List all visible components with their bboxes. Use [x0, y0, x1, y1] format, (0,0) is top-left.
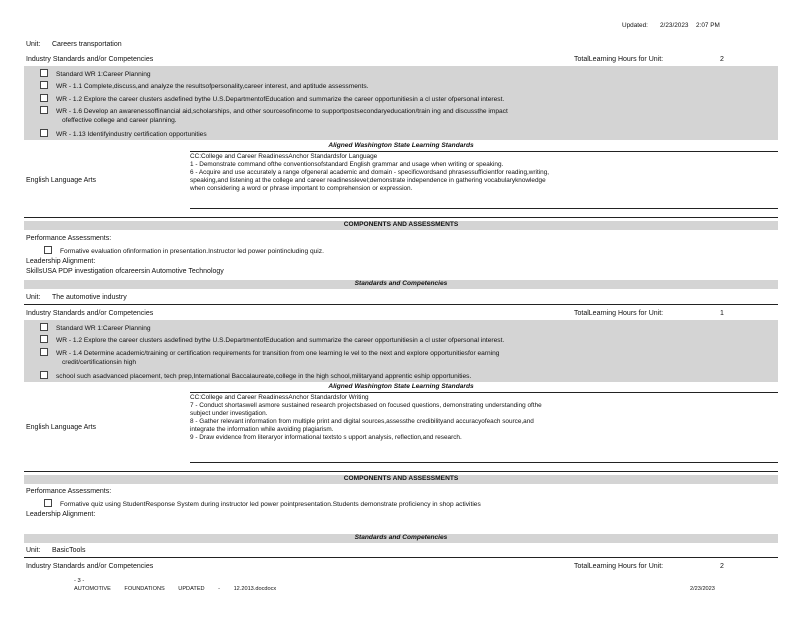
industry-line: Industry Standards and/or Competencies	[26, 563, 154, 570]
total-hours-label: TotalLearning Hours for Unit:	[574, 56, 664, 63]
bullet-icon	[40, 323, 48, 331]
total-hours-value: 2	[720, 56, 724, 63]
components-title: COMPONENTS AND ASSESSMENTS	[24, 475, 778, 484]
bullet-icon	[40, 129, 48, 137]
unit-name: Careers transportation	[52, 41, 122, 48]
standard-line: credit/certificationsin high	[62, 359, 137, 366]
footer-page: - 3 -	[74, 578, 85, 584]
bullet-icon	[40, 81, 48, 89]
standards-comp-title: Standards and Competencies	[24, 534, 778, 543]
standard-line: Standard WR 1:Career Planning	[40, 69, 151, 78]
divider	[190, 462, 778, 463]
standard-line: WR - 1.13 Identifyindustry certification opportunities	[40, 129, 207, 138]
divider	[24, 304, 778, 305]
performance-item: Formative quiz using StudentResponse System during instructor led power pointpresentation.Students demonstrate proficiency in shop activities	[44, 499, 481, 508]
bullet-icon	[40, 348, 48, 356]
updated-time: 2:07 PM	[696, 22, 720, 29]
divider	[24, 217, 778, 218]
standards-comp-title: Standards and Competencies	[24, 280, 778, 289]
bullet-icon	[40, 335, 48, 343]
unit-label: Unit:	[26, 294, 41, 301]
aligned-title: Aligned Washington State Learning Standards	[328, 142, 474, 149]
standard-line: school such asadvanced placement, tech prep,International Baccalaureate,college in the high school,militaryand apprentic eship opportunities.	[40, 371, 471, 380]
standard-line: WR - 1.2 Explore the career clusters asdefined bythe U.S.DepartmentofEducation and summarize the career opportunitiesin a cl uster ofpersonal interest.	[40, 94, 504, 103]
divider	[190, 151, 778, 152]
subject-label: English Language Arts	[26, 424, 97, 431]
divider	[190, 208, 778, 209]
unit-name: The automotive industry	[52, 294, 127, 301]
standard-line: WR - 1.6 Develop an awarenessoffinancial aid,scholarships, and other sourcesofincome to supportpostsecondaryeducation/train ing and discussthe impact	[40, 106, 508, 115]
unit-label: Unit:	[26, 547, 41, 554]
performance-label: Performance Assessments:	[26, 235, 112, 242]
footer-line: AUTOMOTIVE FOUNDATIONS UPDATED - 12.2013.docdocx	[74, 586, 277, 592]
divider	[190, 392, 778, 393]
total-hours-value: 1	[720, 310, 724, 317]
divider	[24, 471, 778, 472]
standard-line: WR - 1.1 Complete,discuss,and analyze the resultsofpersonality,career interest, and aptitude assessments.	[40, 81, 369, 90]
bullet-icon	[40, 94, 48, 102]
unit-name: BasicTools	[52, 547, 86, 554]
footer-date: 2/23/2023	[690, 586, 715, 592]
aligned-standards: CC:College and Career ReadinessAnchor Standardsfor Language 1 - Demonstrate command ofthe conventionsofstandard English grammar and usage when writing or speaking. 6 - Acquire and use accurately a range ofgeneral academic and domain - specificwordsand phrasessufficientfor reading,writing, speaking,and listening at the college and career readinesslevel;demonstrate independence in gathering vocabularyknowledge when considering a word or phrase important to comprehension or expression.	[190, 153, 550, 192]
standard-line: WR - 1.2 Explore the career clusters asdefined bythe U.S.DepartmentofEducation and summarize the career opportunitiesin a cl uster ofpersonal interest.	[40, 335, 504, 344]
performance-label: Performance Assessments:	[26, 488, 112, 495]
standard-line: ofeffective college and career planning.	[62, 117, 177, 124]
leadership-label: Leadership Alignment:	[26, 258, 96, 265]
aligned-standards: CC:College and Career ReadinessAnchor Standardsfor Writing 7 - Conduct shortaswell asmore sustained research projectsbased on focused questions, demonstrating understanding ofthe subject under investigation. 8 - Gather relevant information from multiple print and digital sources,assessthe credibilityand accuracyofeach source,and integrate the information while avoiding plagiarism. 9 - Draw evidence from literaryor informational textsto s upport analysis, reflection,and research.	[190, 394, 542, 441]
bullet-icon	[40, 69, 48, 77]
updated-date: 2/23/2023	[660, 22, 689, 29]
standard-line: Standard WR 1:Career Planning	[40, 323, 151, 332]
updated-label: Updated:	[622, 22, 648, 29]
industry-line: Industry Standards and/or Competencies	[26, 56, 154, 63]
standard-line: WR - 1.4 Determine academic/training or certification requirements for transition from one learning le vel to the next and explore opportunitiesfor earning	[40, 348, 499, 357]
leadership-label: Leadership Alignment:	[26, 511, 96, 518]
components-title: COMPONENTS AND ASSESSMENTS	[24, 221, 778, 230]
bullet-icon	[40, 106, 48, 114]
bullet-icon	[40, 371, 48, 379]
divider	[24, 557, 778, 558]
industry-line: Industry Standards and/or Competencies	[26, 310, 154, 317]
unit-label: Unit:	[26, 41, 41, 48]
bullet-icon	[44, 246, 52, 254]
total-hours-label: TotalLearning Hours for Unit:	[574, 310, 664, 317]
performance-item: Formative evaluation ofinformation in presentation.Instructor led power pointincluding quiz.	[44, 246, 324, 255]
total-hours-label: TotalLearning Hours for Unit:	[574, 563, 664, 570]
subject-label: English Language Arts	[26, 177, 97, 184]
leadership-value: SkillsUSA PDP investigation ofcareersin Automotive Technology	[26, 268, 224, 275]
aligned-title: Aligned Washington State Learning Standards	[328, 383, 474, 390]
total-hours-value: 2	[720, 563, 724, 570]
bullet-icon	[44, 499, 52, 507]
